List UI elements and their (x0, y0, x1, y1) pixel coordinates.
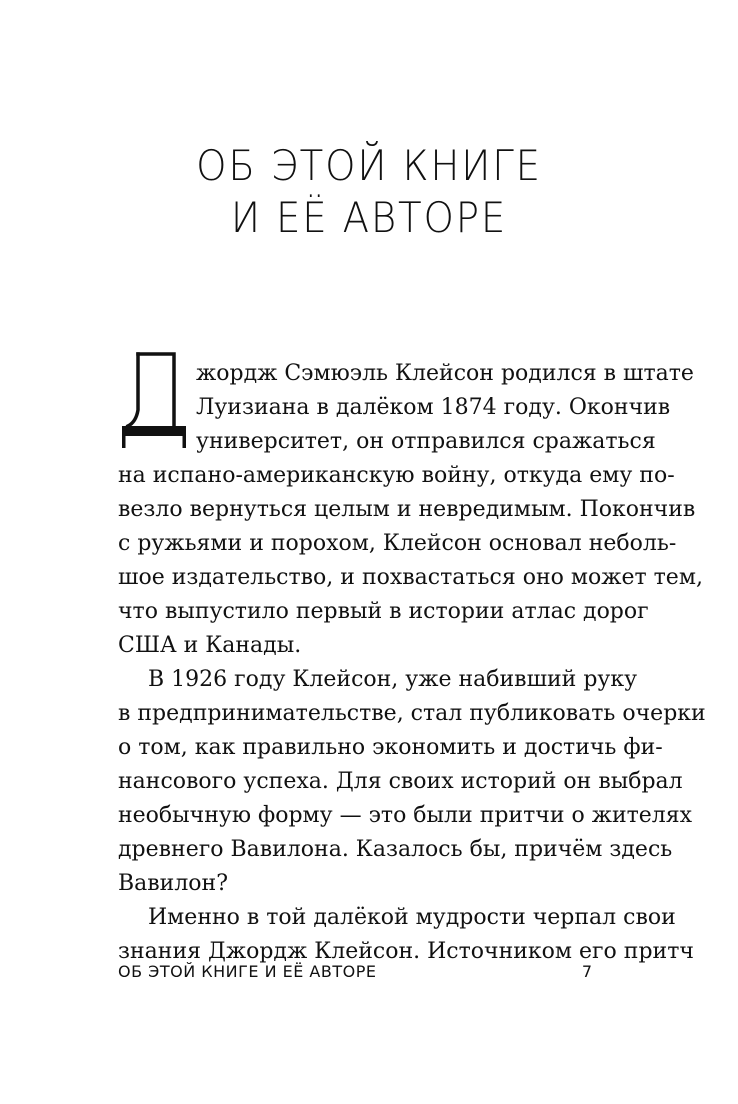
paragraph-line: США и Канады. (118, 633, 302, 658)
paragraph-line: знания Джордж Клейсон. Источником его притч (118, 939, 694, 964)
paragraph-line: университет, он отправился сражаться (196, 429, 656, 454)
paragraph-line: с ружьями и порохом, Клейсон основал неболь- (118, 531, 677, 556)
paragraph-line: Именно в той далёкой мудрости черпал свои (148, 905, 676, 930)
paragraph-line: что выпустило первый в истории атлас дорог (118, 599, 649, 624)
chapter-title (0, 140, 738, 244)
paragraph-line: необычную форму — это были притчи о жителях (118, 803, 693, 828)
paragraph-line: нансового успеха. Для своих историй он выбрал (118, 769, 683, 794)
paragraph-line: на испано-американскую войну, откуда ему по- (118, 463, 675, 488)
chapter-title-line-1: ОБ ЭТОЙ КНИГЕ (196, 141, 542, 190)
paragraph-line: Вавилон? (118, 871, 229, 896)
paragraph-line: везло вернуться целым и невредимым. Покончив (118, 497, 696, 522)
paragraph-line: в предпринимательстве, стал публиковать очерки (118, 701, 706, 726)
page-number: 7 (581, 962, 592, 981)
paragraph-line: о том, как правильно экономить и достичь фи- (118, 735, 663, 760)
paragraph-line: древнего Вавилона. Казалось бы, причём здесь (118, 837, 673, 862)
paragraph-line: шое издательство, и похвастаться оно может тем, (118, 565, 703, 590)
paragraph-line: жордж Сэмюэль Клейсон родился в штате (196, 361, 694, 386)
dropcap-letter (120, 350, 188, 450)
running-footer-title: ОБ ЭТОЙ КНИГЕ И ЕЁ АВТОРЕ (118, 962, 377, 981)
paragraph-line: Луизиана в далёком 1874 году. Окончив (196, 395, 671, 420)
chapter-title-line-2: И ЕЁ АВТОРЕ (230, 193, 508, 242)
paragraph-line: В 1926 году Клейсон, уже набивший руку (148, 667, 638, 692)
